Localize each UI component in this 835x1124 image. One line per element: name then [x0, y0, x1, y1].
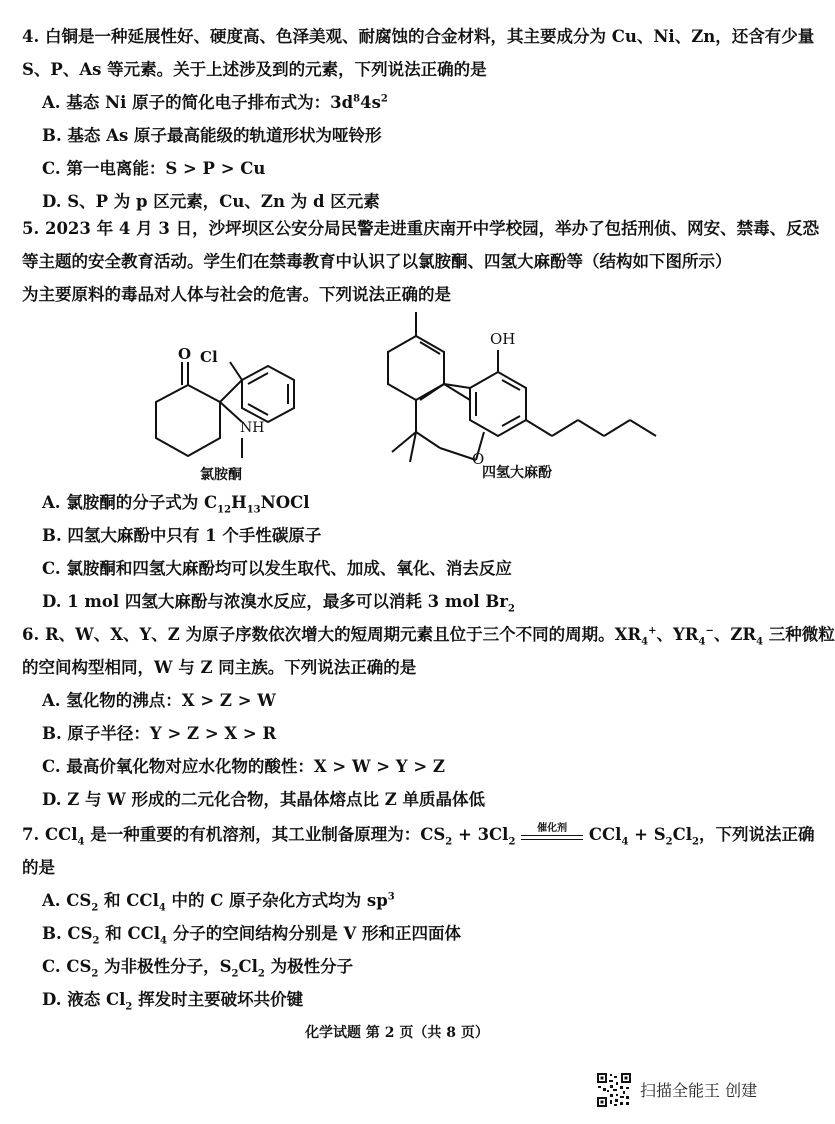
q5-stem-line1: 5. 2023 年 4 月 3 日，沙坪坝区公安分局民警走进重庆南开中学校园，举办了包括刑侦、网安、禁毒、反恐 [22, 219, 820, 238]
q7-option-a: A. $CS_2$ 和 CCl$_4$ 中的 C 原子杂化方式均为 $sp^3$ [42, 891, 395, 914]
thc-name: 四氢大麻酚 [482, 465, 552, 481]
q5-option-a: A. 氯胺酮的分子式为 $C_{12}H_{13}NOCl$ [42, 493, 310, 516]
q4-option-d: D. S、P 为 p 区元素，Cu、Zn 为 d 区元素 [42, 192, 380, 211]
reaction-arrow [521, 823, 583, 840]
ketamine-nh-label: NH [240, 420, 265, 436]
ketamine-cl-label: Cl [200, 348, 218, 366]
thc-structure [380, 312, 660, 490]
q4-option-b: B. 基态 As 原子最高能级的轨道形状为哑铃形 [42, 126, 382, 145]
q6-stem-line2: 的空间构型相同，W 与 Z 同主族。下列说法正确的是 [22, 658, 417, 677]
question-7 [22, 818, 815, 1016]
question-5-options [22, 486, 782, 618]
q5-stem-line2: 等主题的安全教育活动。学生们在禁毒教育中认识了以氯胺酮、四氢大麻酚等（结构如下图所示） [22, 252, 732, 271]
q7-option-d: D. 液态 $Cl_2$ 挥发时主要破坏共价键 [42, 990, 304, 1013]
ketamine-o-label: O [178, 345, 192, 363]
q4-option-a: A. 基态 Ni 原子的简化电子排布式为：$3d^84s^2$ [42, 93, 388, 112]
q5-option-b: B. 四氢大麻酚中只有 1 个手性碳原子 [42, 526, 322, 545]
q7-option-c: C. $CS_2$ 为非极性分子，$S_2Cl_2$ 为极性分子 [42, 957, 354, 980]
q5-option-d: D. 1 mol 四氢大麻酚与浓溴水反应，最多可以消耗 3 mol $Br_2$ [42, 592, 515, 615]
cyclohexane-ring [156, 385, 220, 456]
aromatic-ring [470, 372, 526, 436]
q5-stem-line3: 为主要原料的毒品对人体与社会的危害。下列说法正确的是 [22, 285, 451, 304]
ketamine-name: 氯胺酮 [200, 467, 242, 483]
catalyst-label: 催化剂 [537, 823, 568, 834]
scanner-label: 扫描全能王 创建 [640, 1081, 758, 1100]
q6-option-b: B. 原子半径：Y > Z > X > R [42, 724, 277, 743]
q6-option-c: C. 最高价氧化物对应水化物的酸性：X > W > Y > Z [42, 757, 445, 776]
question-5 [22, 212, 820, 311]
scanner-watermark [596, 1072, 786, 1112]
q4-stem-line2: S、P、As 等元素。关于上述涉及到的元素，下列说法正确的是 [22, 60, 487, 79]
q6-option-d: D. Z 与 W 形成的二元化合物，其晶体熔点比 Z 单质晶体低 [42, 790, 486, 809]
question-6 [22, 618, 835, 816]
q7-stem-line2: 的是 [22, 858, 55, 877]
thc-o-label: O [472, 450, 485, 468]
question-4 [22, 20, 815, 218]
page-footer: 化学试题 第 2 页（共 8 页） [305, 1025, 489, 1041]
q4-stem-line1: 4. 白铜是一种延展性好、硬度高、色泽美观、耐腐蚀的合金材料，其主要成分为 Cu、Ni、Zn，还含有少量 [22, 27, 815, 46]
q4-option-c: C. 第一电离能：S > P > Cu [42, 159, 266, 178]
qr-code-icon [596, 1072, 632, 1108]
q6-option-a: A. 氢化物的沸点：X > Z > W [42, 691, 276, 710]
ketamine-structure [150, 340, 320, 490]
q7-stem-line1: 7. CCl$_4$ 是一种重要的有机溶剂，其工业制备原理为：$CS_2 + 3Cl_2$ 催化剂 $CCl_4 + S_2Cl_2$，下列说法正确 [22, 823, 815, 848]
thc-oh-label: OH [490, 330, 516, 348]
q7-option-b: B. $CS_2$ 和 CCl$_4$ 分子的空间结构分别是 V 形和正四面体 [42, 924, 461, 947]
phenyl-ring [242, 366, 294, 422]
q5-option-c: C. 氯胺酮和四氢大麻酚均可以发生取代、加成、氧化、消去反应 [42, 559, 512, 578]
q6-stem-line1: 6. R、W、X、Y、Z 为原子序数依次增大的短周期元素且位于三个不同的周期。$XR_4^+$、$YR_4^-$、$ZR_4$ 三种微粒 [22, 625, 835, 648]
